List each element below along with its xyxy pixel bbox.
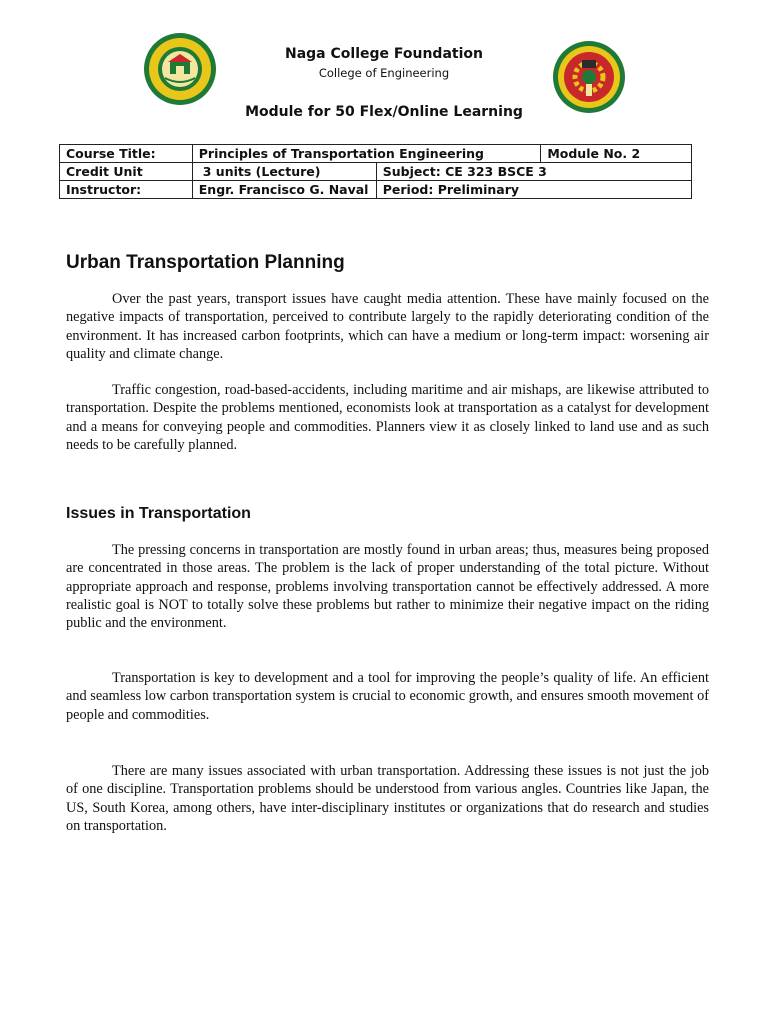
course-title-label: Course Title:	[60, 145, 193, 163]
table-row	[60, 163, 692, 181]
college-name: Naga College Foundation	[285, 46, 483, 62]
table-row	[60, 181, 692, 199]
instructor-label: Instructor:	[60, 181, 193, 199]
table-row	[60, 145, 692, 163]
paragraph-2: Traffic congestion, road-based-accidents, including maritime and air mishaps, are likewise attributed to transportation. Despite the problems mentioned, economists look at transportation as a catalyst for development and a means for conveying people and commodities. Planners view it as closely linked to land use and as such needs to be carefully planned.	[66, 382, 709, 453]
course-title-value: Principles of Transportation Engineering	[192, 145, 541, 163]
section-title: Urban Transportation Planning	[66, 252, 345, 273]
period-cell: Period: Preliminary	[376, 181, 691, 199]
section-subtitle: Issues in Transportation	[66, 505, 251, 522]
credit-unit-label: Credit Unit	[60, 163, 193, 181]
module-line: Module for 50 Flex/Online Learning	[245, 104, 523, 120]
credit-unit-value: 3 units (Lecture)	[192, 163, 376, 181]
instructor-value: Engr. Francisco G. Naval	[192, 181, 376, 199]
engineering-seal-icon	[552, 40, 626, 114]
course-info-table	[59, 144, 692, 199]
subject-cell: Subject: CE 323 BSCE 3	[376, 163, 691, 181]
paragraph-1: Over the past years, transport issues have caught media attention. These have mainly focused on the negative impacts of transportation, perceived to contribute largely to the rapidly deteriorating condition of the environment. It has increased carbon footprints, which can have a medium or long-term impact: worsening air quality and climate change.	[66, 291, 709, 362]
paragraph-5: There are many issues associated with urban transportation. Addressing these issues is not just the job of one discipline. Transportation problems should be understood from various angles. Countries like Japan, the US, South Korea, among others, have inter-disciplinary institutes or organizations that do research and studies on transportation.	[66, 763, 709, 834]
module-number: Module No. 2	[541, 145, 692, 163]
paragraph-4: Transportation is key to development and a tool for improving the people’s quality of life. An efficient and seamless low carbon transportation system is crucial to economic growth, and ensures smooth movement of people and commodities.	[66, 670, 709, 723]
paragraph-3: The pressing concerns in transportation are mostly found in urban areas; thus, measures being proposed are concentrated in those areas. The problem is the lack of proper understanding of the total picture. Without appropriate approach and response, problems involving transportation cannot be effectively addressed. A more realistic goal is NOT to totally solve these problems but rather to minimize their negative impact on the riding public and the environment.	[66, 542, 709, 632]
department-name: College of Engineering	[318, 66, 450, 80]
document-header	[0, 32, 768, 132]
